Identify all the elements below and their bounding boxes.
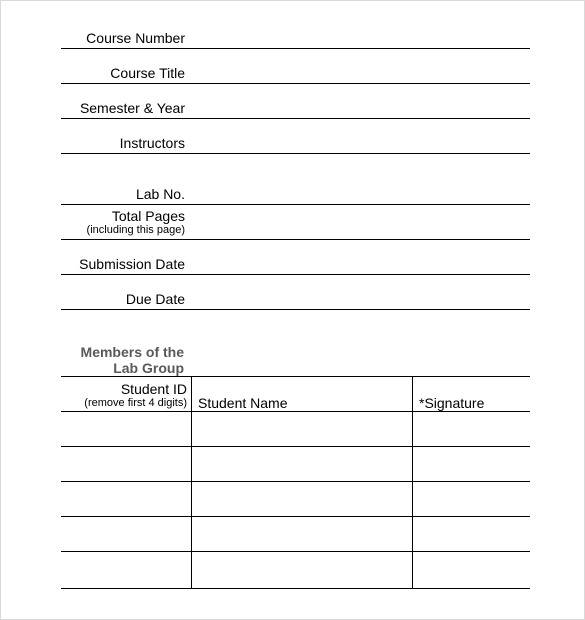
due-date-field [61,274,530,310]
lab-no-field [61,153,530,205]
instructors-label: Instructors [119,135,185,151]
submission-date-input-line[interactable] [191,252,530,274]
course-number-field [61,1,530,49]
student-id-cell[interactable] [61,447,191,481]
course-title-field [61,48,530,84]
submission-date-label: Submission Date [79,256,185,272]
table-row [61,517,530,552]
course-title-label: Course Title [110,65,185,81]
student-name-cell[interactable] [192,552,412,586]
lab-no-input-line[interactable] [191,182,530,204]
semester-year-field [61,83,530,119]
student-id-header-note: (remove first 4 digits) [84,397,187,409]
total-pages-label-text: Total Pages [111,208,185,224]
table-header-row [61,377,530,412]
course-number-input-line[interactable] [191,26,530,48]
semester-year-label: Semester & Year [79,100,185,116]
lab-group-heading [54,344,184,376]
semester-year-input-line[interactable] [191,96,530,118]
signature-cell[interactable] [413,517,530,551]
table-row [61,412,530,447]
total-pages-label [87,208,185,237]
student-name-cell[interactable] [192,482,412,516]
column-divider-name-signature [412,377,413,589]
student-id-cell[interactable] [61,482,191,516]
course-number-label: Course Number [86,30,185,46]
signature-cell[interactable] [413,552,530,586]
lab-group-heading-line2: Lab Group [113,360,184,376]
student-name-cell[interactable] [192,517,412,551]
student-name-cell[interactable] [192,447,412,481]
total-pages-input-line[interactable] [191,217,530,239]
lab-no-label: Lab No. [135,186,185,202]
student-id-cell[interactable] [61,517,191,551]
submission-date-field [61,239,530,275]
lab-group-members-table [61,376,530,411]
due-date-label: Due Date [125,291,185,307]
student-id-cell[interactable] [61,552,191,586]
instructors-input-line[interactable] [191,131,530,153]
student-id-cell[interactable] [61,412,191,446]
column-divider-id-name [191,377,192,589]
table-row [61,447,530,482]
table-row [61,482,530,517]
lab-group-heading-line1: Members of the [80,344,184,360]
student-name-cell[interactable] [192,412,412,446]
signature-cell[interactable] [413,447,530,481]
total-pages-field [61,204,530,240]
due-date-input-line[interactable] [191,287,530,309]
signature-cell[interactable] [413,482,530,516]
student-id-column-header [84,381,187,410]
table-row [61,552,530,589]
signature-cell[interactable] [413,412,530,446]
student-id-header-label: Student ID [120,381,187,397]
course-title-input-line[interactable] [191,61,530,83]
student-name-column-header: Student Name [198,395,288,411]
total-pages-sublabel: (including this page) [86,224,185,236]
instructors-field [61,118,530,154]
signature-column-header: *Signature [419,395,485,411]
